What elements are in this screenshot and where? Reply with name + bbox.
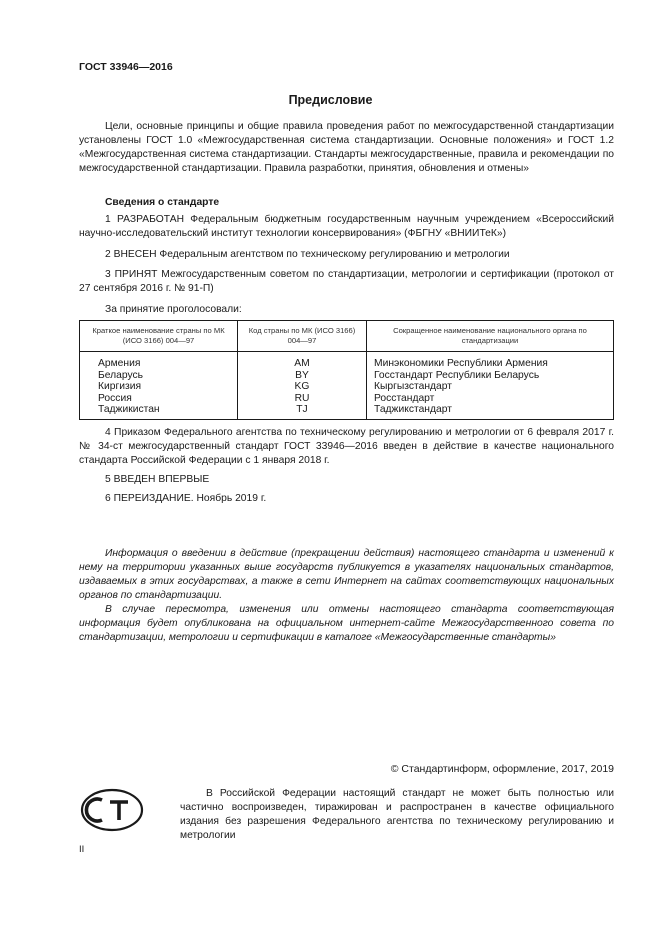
table-cell-code: BY [238, 370, 367, 382]
table-header-body: Сокращенное наименование национального органа по стандартизации [367, 321, 614, 352]
item-adopted [79, 268, 614, 296]
rst-certification-logo-icon [80, 788, 144, 832]
table-cell-code: RU [238, 393, 367, 405]
table-cell-body: Таджикстандарт [367, 404, 614, 419]
item-first-text: 5 ВВЕДЕН ВПЕРВЫЕ [105, 474, 210, 485]
rights-notice [180, 787, 614, 843]
table-cell-code: AM [238, 352, 367, 370]
item-voted-text: За принятие проголосовали: [105, 304, 242, 315]
rights-notice-text: В Российской Федерации настоящий стандарт не может быть полностью или частично воспроизведен, тиражирован и распространен в качестве официального издания без разрешения Федерального агентства по техническому регулированию и метрологии [180, 788, 614, 841]
table-row [80, 393, 614, 405]
member-states-table [79, 320, 614, 420]
item-first [79, 473, 614, 487]
table-cell-country: Таджикистан [80, 404, 238, 419]
item-adopted-text: 3 ПРИНЯТ Межгосударственным советом по стандартизации, метрологии и сертификации (протокол от 27 сентября 2016 г. № 91-П) [79, 269, 614, 294]
table-header-code: Код страны по МК (ИСО 3166) 004—97 [238, 321, 367, 352]
table-cell-code: KG [238, 381, 367, 393]
table-cell-body: Госстандарт Республики Беларусь [367, 370, 614, 382]
item-order [79, 426, 614, 468]
item-order-text: 4 Приказом Федерального агентства по техническому регулированию и метрологии от 6 февраля 2017 г. № 34-ст межгосударственный стандарт ГОСТ 33946—2016 введен в действие в качестве национального стандарта Российской Федерации с 1 января 2018 г. [79, 427, 614, 466]
table-cell-country: Киргизия [80, 381, 238, 393]
item-voted [79, 303, 614, 317]
table-cell-body: Росстандарт [367, 393, 614, 405]
table-header-country: Краткое наименование страны по МК (ИСО 3166) 004—97 [80, 321, 238, 352]
info-paragraph-2: В случае пересмотра, изменения или отмены настоящего стандарта соответствующая информация будет опубликована на официальном интернет-сайте Межгосударственного совета по стандартизации, метрологии и сертификации в каталоге «Межгосударственные стандарты» [79, 604, 614, 643]
document-id: ГОСТ 33946—2016 [79, 61, 173, 73]
info-paragraph-1: Информация о введении в действие (прекращении действия) настоящего стандарта и изменений к нему на территории указанных выше государств публикуется в указателях национальных стандартов, издаваемых в этих государствах, а также в сети Интернет на сайтах соответствующих национальных органов по стандартизации. [79, 548, 614, 601]
item-reissue [79, 492, 614, 506]
table-cell-body: Минэкономики Республики Армения [367, 352, 614, 370]
item-developed [79, 213, 614, 241]
table-row [80, 404, 614, 419]
section-title: Сведения о стандарте [105, 197, 220, 208]
info-section [79, 547, 614, 645]
table-cell-country: Армения [80, 352, 238, 370]
table-cell-country: Россия [80, 393, 238, 405]
table-header-row [80, 321, 614, 352]
item-developed-text: 1 РАЗРАБОТАН Федеральным бюджетным государственным научным учреждением «Всероссийский научно-исследовательский институт технологии консервирования» (ФБГНУ «ВНИИТеК») [79, 214, 614, 239]
table-cell-country: Беларусь [80, 370, 238, 382]
table-row [80, 352, 614, 370]
table-cell-body: Кыргызстандарт [367, 381, 614, 393]
table-cell-code: TJ [238, 404, 367, 419]
copyright-notice: © Стандартинформ, оформление, 2017, 2019 [390, 763, 614, 775]
item-reissue-text: 6 ПЕРЕИЗДАНИЕ. Ноябрь 2019 г. [105, 493, 267, 504]
page-number: II [79, 844, 85, 855]
table-row [80, 381, 614, 393]
table-row [80, 370, 614, 382]
item-introduced-text: 2 ВНЕСЕН Федеральным агентством по техническому регулированию и метрологии [105, 249, 510, 260]
page-title: Предисловие [288, 93, 373, 107]
intro-paragraph: Цели, основные принципы и общие правила проведения работ по межгосударственной стандартизации установлены ГОСТ 1.0 «Межгосударственная система стандартизации. Основные положения» и ГОСТ 1.2 «Межгосударственная система стандартизации. Стандарты межгосударственные, правила и рекомендации по межгосударственной стандартизации. Правила разработки, принятия, обновления и отмены» [79, 121, 614, 174]
intro-section [79, 120, 614, 176]
item-introduced [79, 248, 614, 262]
